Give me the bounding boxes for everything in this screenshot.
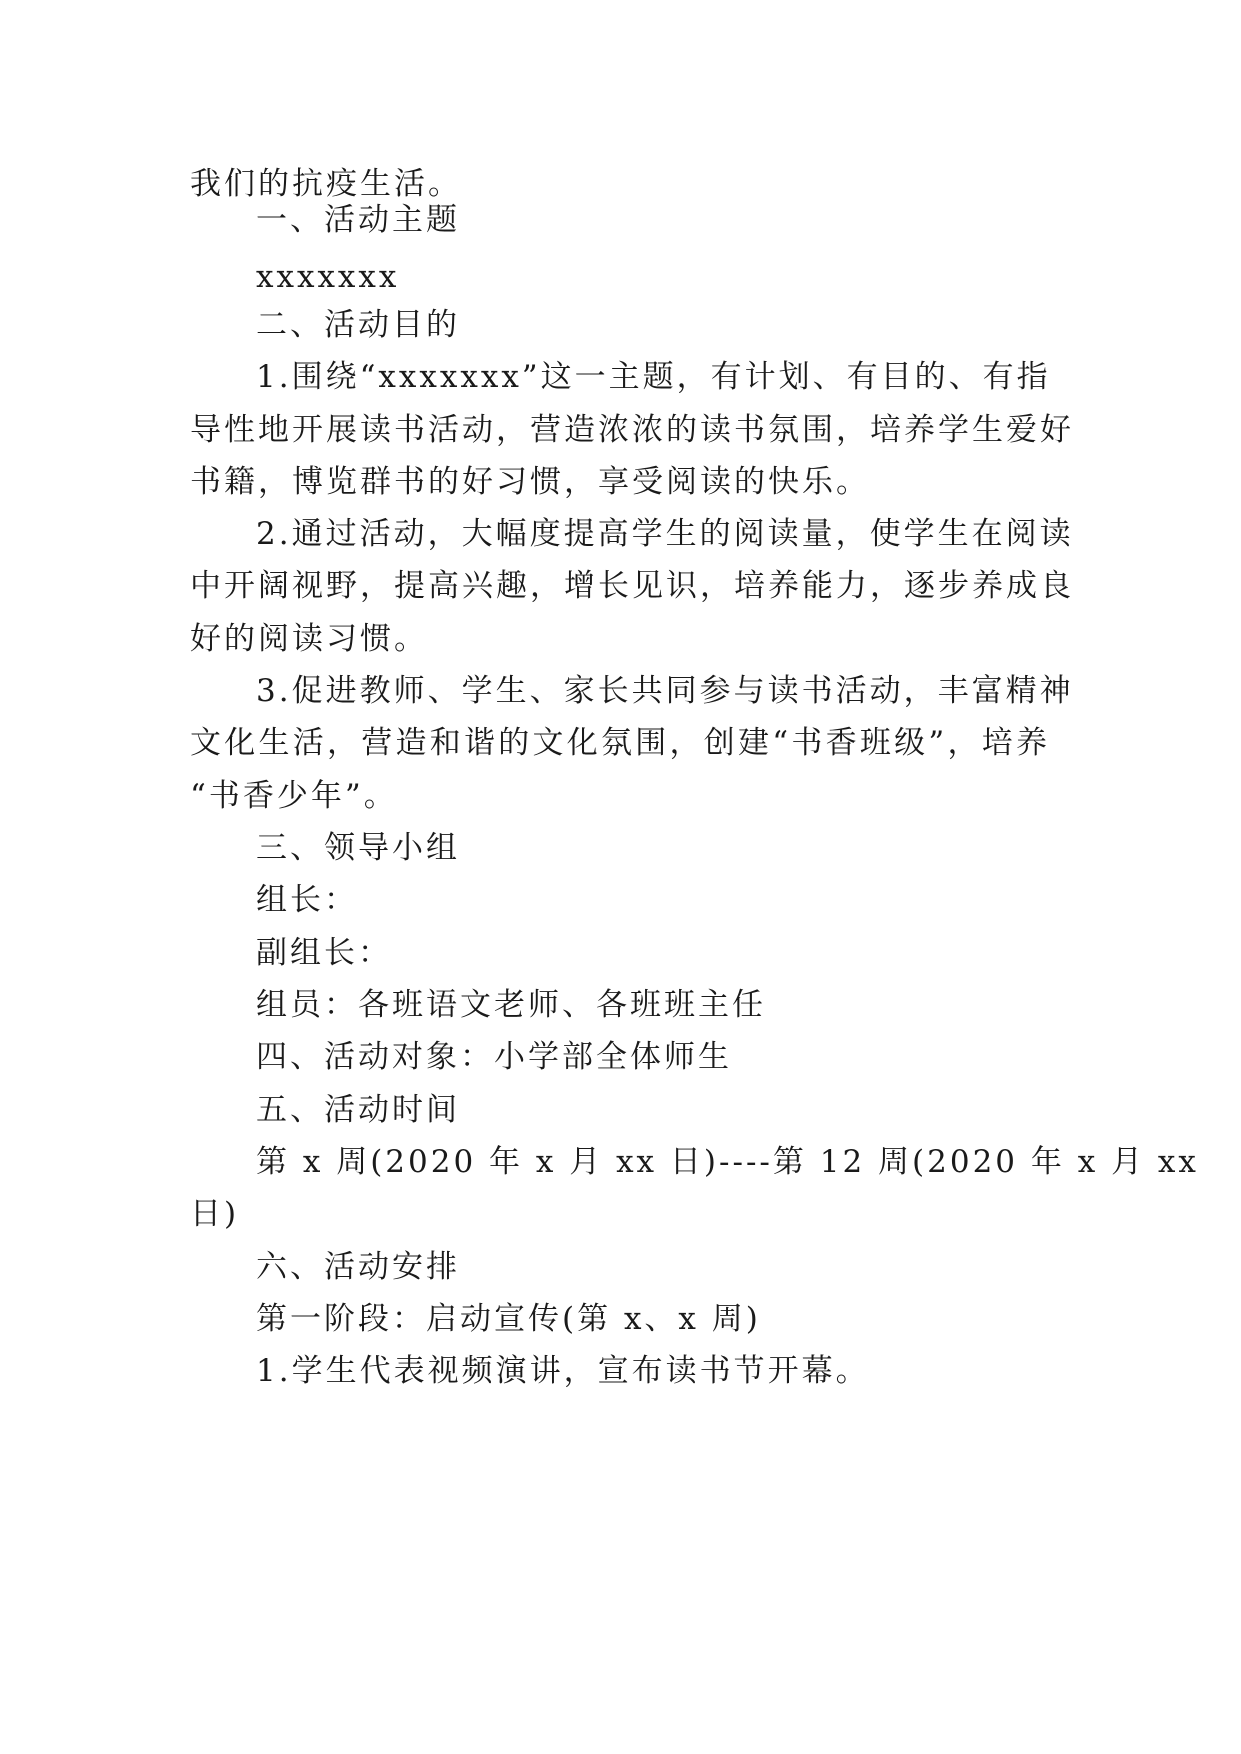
paragraph-line: 导性地开展读书活动，营造浓浓的读书氛围，培养学生爱好 (190, 412, 1074, 448)
section-heading: 四、活动对象：小学部全体师生 (256, 1039, 732, 1075)
paragraph-line: 我们的抗疫生活。 (190, 166, 462, 202)
paragraph-line: 1.围绕“xxxxxxx”这一主题，有计划、有目的、有指 (256, 359, 1051, 395)
paragraph-line: 3.促进教师、学生、家长共同参与读书活动，丰富精神 (256, 673, 1074, 709)
paragraph-line: 副组长： (256, 935, 392, 971)
section-heading: 三、领导小组 (256, 830, 460, 866)
section-heading: 二、活动目的 (256, 307, 460, 343)
paragraph-line: 中开阔视野，提高兴趣，增长见识，培养能力，逐步养成良 (190, 568, 1074, 604)
paragraph-line: xxxxxxx (256, 259, 400, 295)
section-heading: 一、活动主题 (256, 202, 460, 238)
section-heading: 六、活动安排 (256, 1249, 460, 1285)
section-heading: 五、活动时间 (256, 1092, 460, 1128)
paragraph-line: 书籍，博览群书的好习惯，享受阅读的快乐。 (190, 464, 870, 500)
paragraph-line: 日) (190, 1196, 240, 1232)
paragraph-line: 1.学生代表视频演讲，宣布读书节开幕。 (256, 1353, 870, 1389)
paragraph-line: 第 x 周(2020 年 x 月 xx 日)----第 12 周(2020 年 x 月 xx (256, 1144, 1199, 1180)
paragraph-line: 好的阅读习惯。 (190, 621, 428, 657)
subsection-heading: 第一阶段：启动宣传(第 x、x 周) (256, 1301, 761, 1337)
paragraph-line: 组员：各班语文老师、各班班主任 (256, 987, 766, 1023)
paragraph-line: 文化生活，营造和谐的文化氛围，创建“书香班级”，培养 (190, 725, 1050, 761)
paragraph-line: 组长： (256, 882, 358, 918)
paragraph-line: “书香少年”。 (190, 778, 398, 814)
paragraph-line: 2.通过活动，大幅度提高学生的阅读量，使学生在阅读 (256, 516, 1074, 552)
